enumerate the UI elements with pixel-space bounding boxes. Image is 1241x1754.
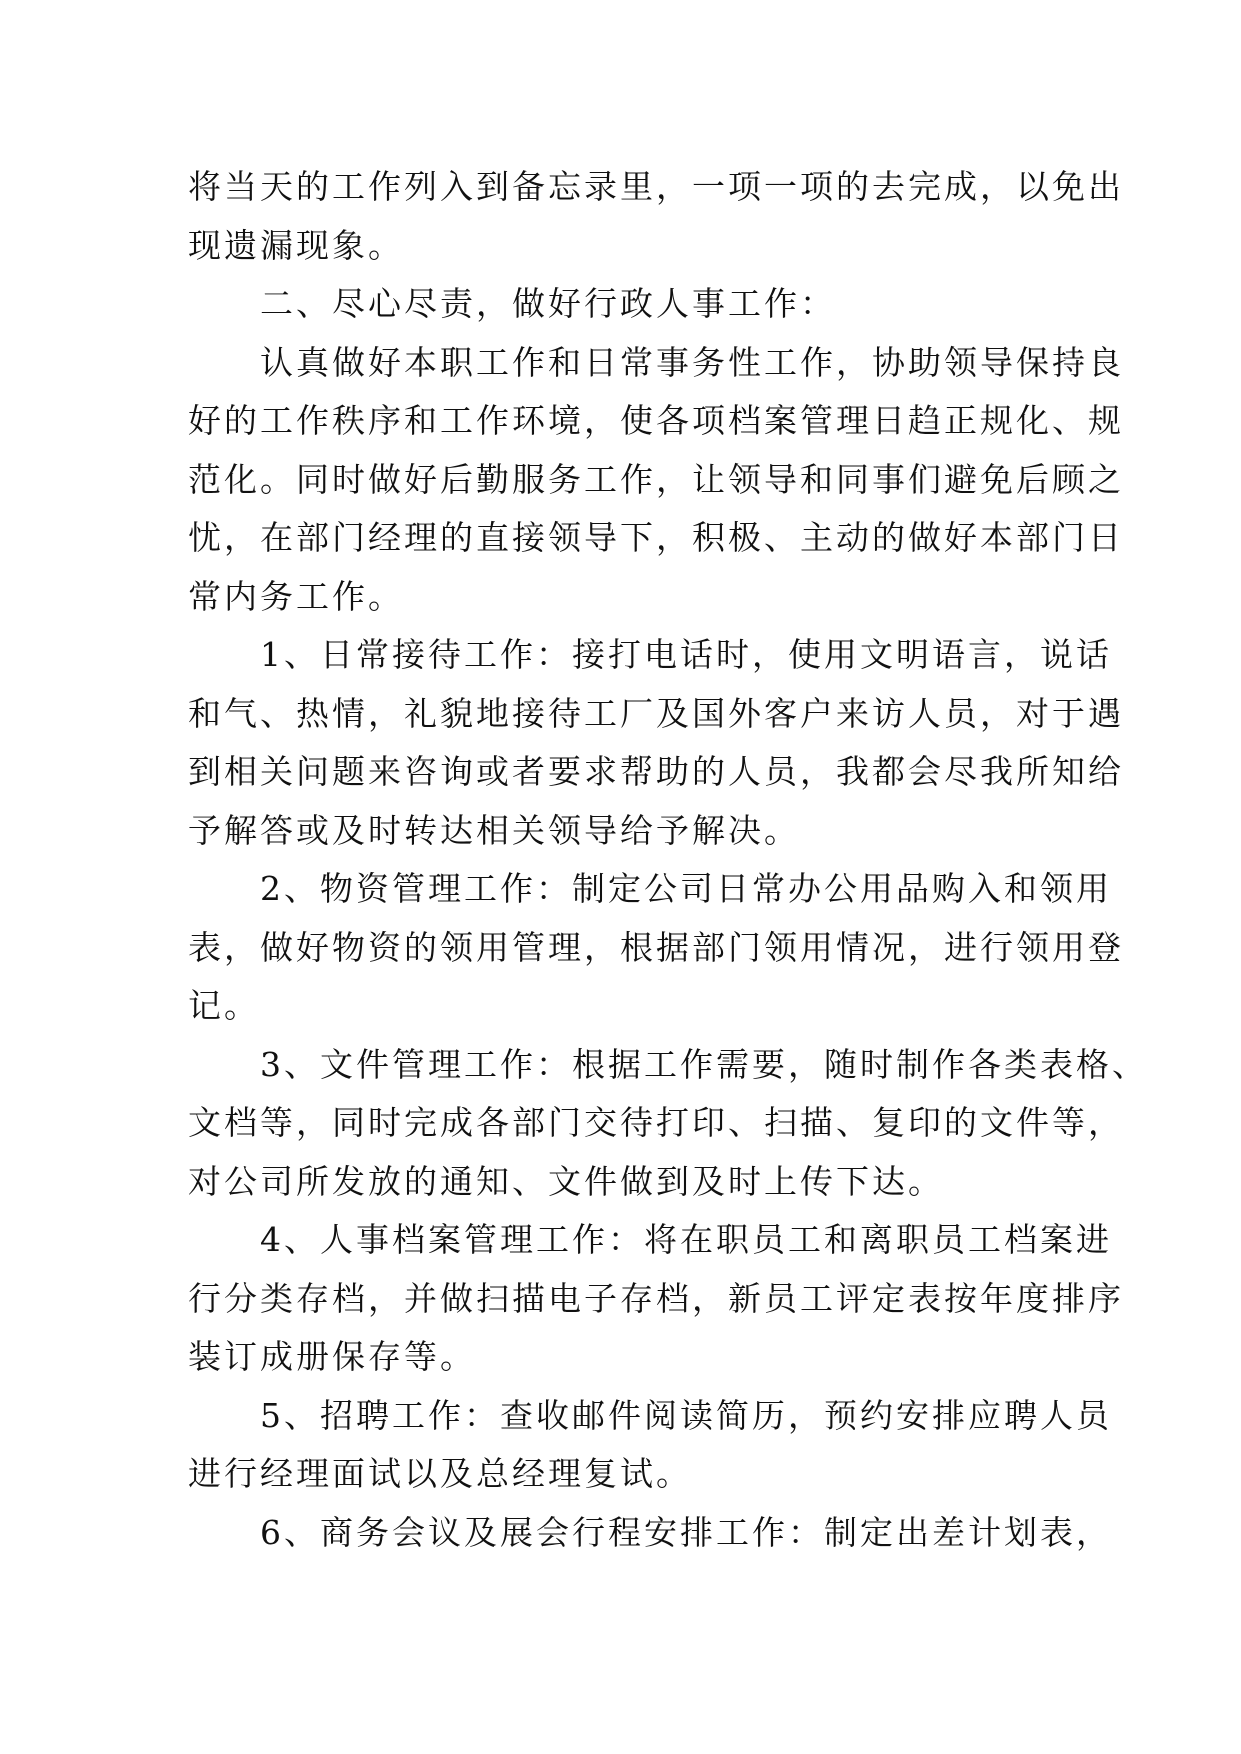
text-line: 好的工作秩序和工作环境，使各项档案管理日趋正规化、规 bbox=[188, 401, 1124, 440]
text-line: 予解答或及时转达相关领导给予解决。 bbox=[188, 810, 800, 850]
list-item-start: 6、商务会议及展会行程安排工作：制定出差计划表， bbox=[260, 1512, 1112, 1552]
list-item-start: 2、物资管理工作：制定公司日常办公用品购入和领用 bbox=[260, 869, 1112, 908]
list-item-start: 4、人事档案管理工作：将在职员工和离职员工档案进 bbox=[260, 1220, 1112, 1259]
text-line: 文档等，同时完成各部门交待打印、扫描、复印的文件等， bbox=[188, 1103, 1124, 1142]
text-line: 进行经理面试以及总经理复试。 bbox=[188, 1454, 692, 1493]
list-item-start: 1、日常接待工作：接打电话时，使用文明语言，说话 bbox=[260, 635, 1112, 674]
section-heading: 二、尽心尽责，做好行政人事工作： bbox=[260, 284, 836, 323]
text-line: 到相关问题来咨询或者要求帮助的人员，我都会尽我所知给 bbox=[188, 752, 1124, 791]
text-line: 忧，在部门经理的直接领导下，积极、主动的做好本部门日 bbox=[188, 518, 1124, 557]
text-line: 将当天的工作列入到备忘录里，一项一项的去完成，以免出 bbox=[188, 167, 1124, 206]
text-line: 范化。同时做好后勤服务工作，让领导和同事们避免后顾之 bbox=[188, 459, 1124, 499]
text-line: 对公司所发放的通知、文件做到及时上传下达。 bbox=[188, 1161, 944, 1201]
text-line: 装订成册保存等。 bbox=[188, 1337, 476, 1376]
list-item-start: 5、招聘工作：查收邮件阅读简历，预约安排应聘人员 bbox=[260, 1395, 1112, 1435]
text-line: 认真做好本职工作和日常事务性工作，协助领导保持良 bbox=[260, 342, 1124, 382]
text-line: 和气、热情，礼貌地接待工厂及国外客户来访人员，对于遇 bbox=[188, 693, 1124, 733]
list-item-start: 3、文件管理工作：根据工作需要，随时制作各类表格、 bbox=[260, 1044, 1148, 1084]
body-text bbox=[188, 158, 1148, 1562]
text-line: 现遗漏现象。 bbox=[188, 225, 404, 265]
text-line: 记。 bbox=[188, 986, 260, 1025]
text-line: 常内务工作。 bbox=[188, 576, 404, 616]
text-line: 表，做好物资的领用管理，根据部门领用情况，进行领用登 bbox=[188, 927, 1124, 967]
text-line: 行分类存档，并做扫描电子存档，新员工评定表按年度排序 bbox=[188, 1278, 1124, 1318]
